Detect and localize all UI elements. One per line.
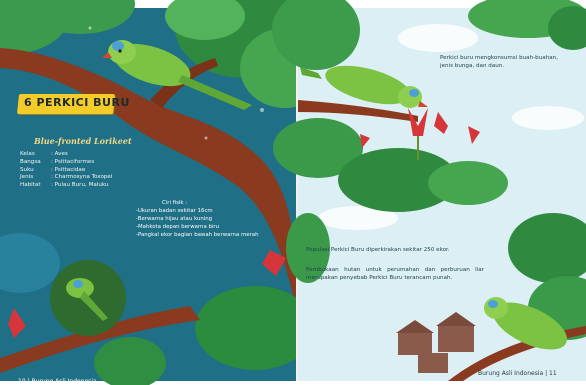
right-footer: Burung Asli Indonesia | 11 <box>478 370 557 377</box>
traits-title: Ciri fisik : <box>162 200 188 206</box>
title-heading <box>24 96 130 109</box>
classification-row: Jenis : Charmosyna Toxopei <box>20 174 113 181</box>
houses <box>396 312 476 373</box>
classification-row: Kelas : Aves <box>20 151 68 157</box>
trait-item: -Pangkal ekor bagian bawah berwarna merah <box>136 232 259 238</box>
population-text: Populasi Perkici Buru diperkirakan sekitar 250 ekor. <box>306 247 450 253</box>
parrot-portrait-circle <box>50 260 126 336</box>
classification-row: Bangsa : Psittaciformes <box>20 158 95 165</box>
english-name: Blue-fronted Lorikeet <box>34 136 132 146</box>
trait-item: -Berwarna hijau atau kuning <box>136 216 213 222</box>
left-footer: 10 | Burung Asli Indonesia <box>18 378 97 385</box>
threat-text: Pembukaan hutan untuk perumahan dan perburuan liar merupakan penyebab Perkici Buru terancam punah. <box>306 267 484 282</box>
diet-text: Perkici buru mengkonsumsi buah-buahan, jenis bunga, dan daun. <box>440 55 558 70</box>
trait-item: -Ukuran badan sekitar 16cm <box>136 208 213 214</box>
physical-traits <box>136 199 286 239</box>
trait-item: -Mahkota depan berwarna biru <box>136 224 220 230</box>
heading-number: 6 <box>24 96 33 109</box>
classification-row: Suku : Psittacidae <box>20 166 86 173</box>
heading-name: PERKICI BURU <box>36 96 130 109</box>
left-page-illustration <box>0 8 296 381</box>
classification-row: Habitat : Pulau Buru, Maluku <box>20 182 109 189</box>
left-page <box>0 8 296 385</box>
classification-table <box>20 151 112 190</box>
right-page <box>298 8 586 381</box>
